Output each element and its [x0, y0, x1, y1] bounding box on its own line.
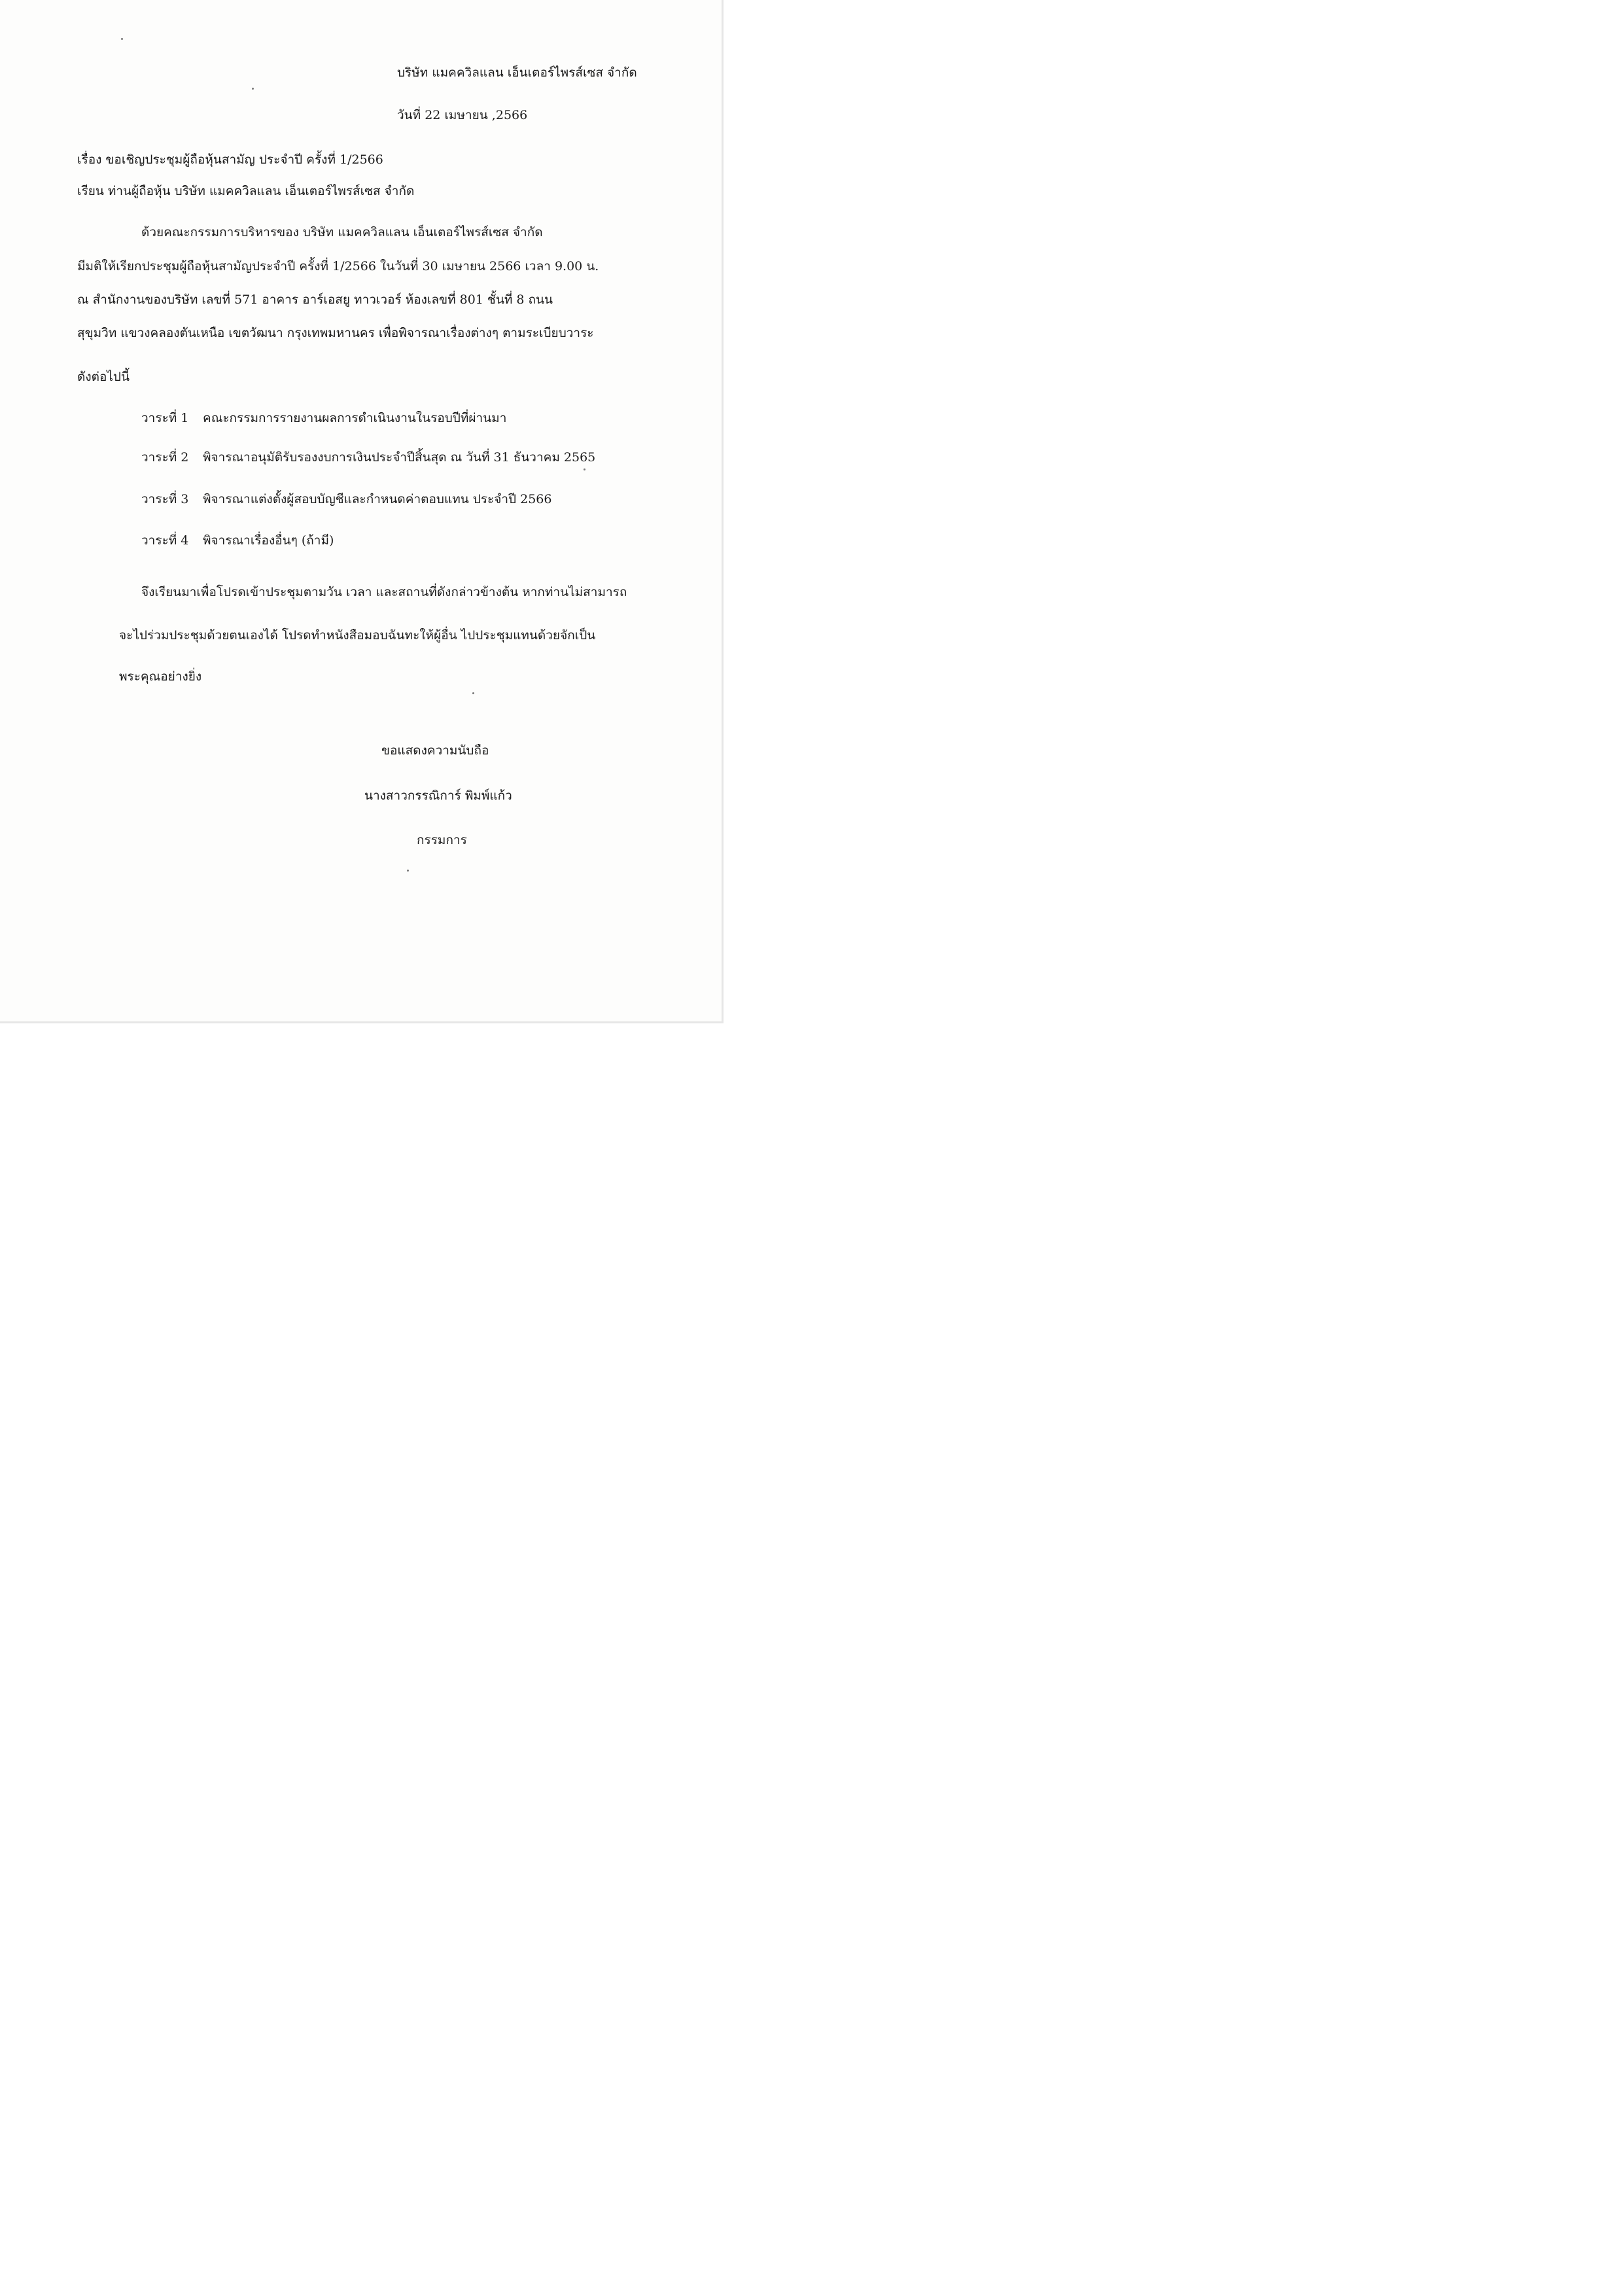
body-line: ดังต่อไปนี้ — [77, 370, 130, 384]
scan-speck — [584, 468, 585, 470]
agenda-text: พิจารณาแต่งตั้งผู้สอบบัญชีและกำหนดค่าตอบแทน ประจำปี 2566 — [203, 492, 552, 506]
signature-position: กรรมการ — [417, 833, 467, 847]
document-page — [0, 0, 724, 1023]
agenda-label: วาระที่ 3 — [141, 492, 189, 506]
agenda-label: วาระที่ 1 — [141, 411, 189, 425]
signature-name: นางสาวกรรณิการ์ พิมพ์แก้ว — [364, 788, 512, 803]
agenda-text: พิจารณาเรื่องอื่นๆ (ถ้ามี) — [203, 533, 334, 548]
body-line: สุขุมวิท แขวงคลองตันเหนือ เขตวัฒนา กรุงเทพมหานคร เพื่อพิจารณาเรื่องต่างๆ ตามระเบียบวาระ — [77, 326, 594, 340]
agenda-text: คณะกรรมการรายงานผลการดำเนินงานในรอบปีที่ผ่านมา — [203, 411, 507, 425]
subject-line: เรื่อง ขอเชิญประชุมผู้ถือหุ้นสามัญ ประจำปี ครั้งที่ 1/2566 — [77, 152, 383, 167]
company-header: บริษัท แมคควิลแลน เอ็นเตอร์ไพรส์เซส จำกัด — [397, 65, 637, 80]
recipient-line: เรียน ท่านผู้ถือหุ้น บริษัท แมคควิลแลน เอ็นเตอร์ไพรส์เซส จำกัด — [77, 184, 415, 198]
agenda-label: วาระที่ 2 — [141, 450, 189, 465]
closing-line: จะไปร่วมประชุมด้วยตนเองได้ โปรดทำหนังสือมอบฉันทะให้ผู้อื่น ไปประชุมแทนด้วยจักเป็น — [119, 628, 596, 643]
scan-speck — [252, 88, 254, 90]
body-line: ณ สำนักงานของบริษัท เลขที่ 571 อาคาร อาร์เอสยู ทาวเวอร์ ห้องเลขที่ 801 ชั้นที่ 8 ถนน — [77, 292, 553, 307]
scan-speck — [472, 692, 474, 694]
body-line: มีมติให้เรียกประชุมผู้ถือหุ้นสามัญประจำปี ครั้งที่ 1/2566 ในวันที่ 30 เมษายน 2566 เวลา 9.00 น. — [77, 259, 599, 274]
signature-regards: ขอแสดงความนับถือ — [381, 743, 489, 758]
letter-date: วันที่ 22 เมษายน ,2566 — [397, 108, 528, 122]
scan-edge — [722, 0, 724, 1023]
scan-speck — [121, 38, 123, 40]
scan-edge — [0, 1021, 724, 1023]
body-line: ด้วยคณะกรรมการบริหารของ บริษัท แมคควิลแลน เอ็นเตอร์ไพรส์เซส จำกัด — [141, 225, 543, 239]
agenda-text: พิจารณาอนุมัติรับรองงบการเงินประจำปีสิ้นสุด ณ วันที่ 31 ธันวาคม 2565 — [203, 450, 596, 465]
scan-speck — [407, 870, 409, 872]
closing-line: พระคุณอย่างยิ่ง — [119, 669, 202, 684]
closing-line: จึงเรียนมาเพื่อโปรดเข้าประชุมตามวัน เวลา และสถานที่ดังกล่าวข้างต้น หากท่านไม่สามารถ — [141, 585, 627, 599]
agenda-label: วาระที่ 4 — [141, 533, 189, 548]
